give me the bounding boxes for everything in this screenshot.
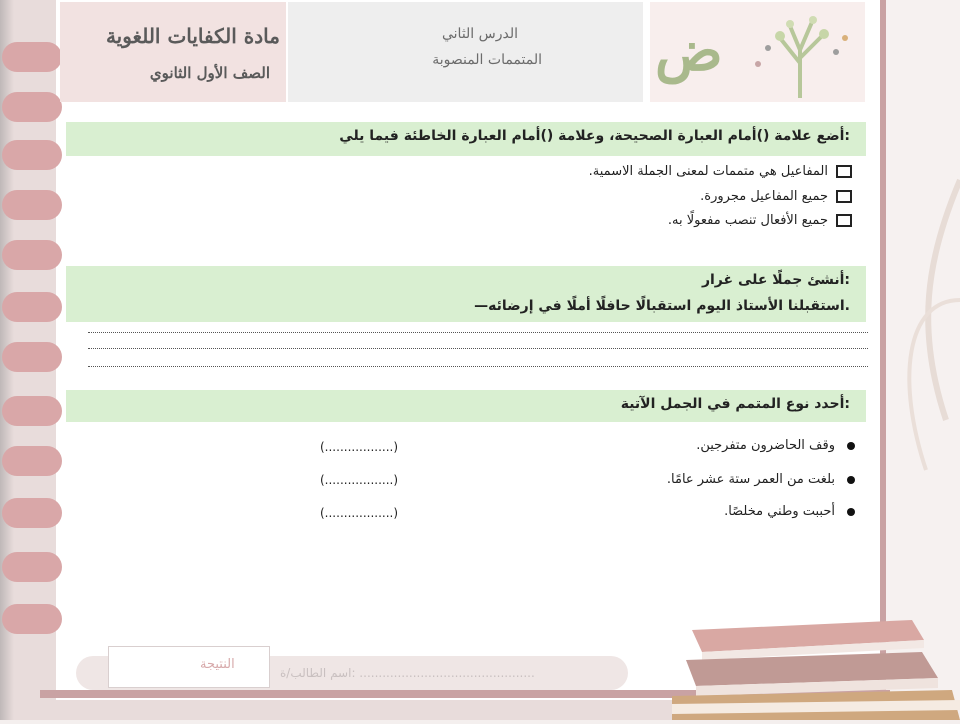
worksheet-page <box>56 0 886 700</box>
answer-line[interactable] <box>88 348 868 349</box>
binder-ring <box>2 140 62 170</box>
lesson-number: الدرس الثاني <box>441 26 518 42</box>
answer-line[interactable] <box>88 332 868 333</box>
lesson-title: المتممات المنصوبة <box>432 52 542 68</box>
binder-ring <box>2 446 62 476</box>
header-subject-cell <box>60 2 286 102</box>
binder-ring <box>2 42 62 72</box>
binder-ring <box>2 498 62 528</box>
binder-ring <box>2 396 62 426</box>
grade-title: الصف الأول الثانوي <box>149 64 270 82</box>
true-false-item <box>589 164 852 179</box>
checkbox[interactable] <box>836 214 852 227</box>
exercise-sentence: بلغت من العمر ستة عشر عامًا. <box>666 472 835 487</box>
item-text: جميع المفاعيل مجرورة. <box>700 189 828 204</box>
exercise-sentence: أحببت وطني مخلصًا. <box>724 504 835 519</box>
logo-letter: ض <box>655 18 723 84</box>
binder-ring <box>2 292 62 322</box>
answer-line[interactable] <box>88 366 868 367</box>
bullet-icon <box>847 476 855 484</box>
exercise-item <box>724 504 855 519</box>
item-text: المفاعيل هي متممات لمعنى الجملة الاسمية. <box>588 164 828 179</box>
exercise-item <box>696 438 855 453</box>
section2-band <box>66 266 866 322</box>
books-illustration <box>672 600 960 720</box>
score-label: النتيجة <box>200 657 235 672</box>
bullet-icon <box>847 442 855 450</box>
section3-instruction: :أحدد نوع المتمم في الجمل الآتية <box>620 396 850 412</box>
score-box[interactable] <box>108 646 270 688</box>
answer-blank[interactable]: (..................) <box>320 473 399 487</box>
student-name-line[interactable]: اسم الطالب/ة: .............................................. <box>280 666 535 680</box>
answer-blank[interactable]: (..................) <box>320 506 399 520</box>
bullet-icon <box>847 508 855 516</box>
checkbox[interactable] <box>836 165 852 178</box>
section1-band <box>66 122 866 156</box>
true-false-item <box>668 213 852 228</box>
binder-ring <box>2 92 62 122</box>
binder-ring <box>2 552 62 582</box>
section2-example: .استقبلنا الأستاذ اليوم استقبالًا حافلًا أملًا في إرضائه— <box>474 298 850 314</box>
section2-instruction: :أنشئ جملًا على غرار <box>701 272 850 288</box>
binder-ring <box>2 190 62 220</box>
binder-ring <box>2 240 62 270</box>
item-text: جميع الأفعال تنصب مفعولًا به. <box>667 213 828 228</box>
section3-band <box>66 390 866 422</box>
exercise-sentence: وقف الحاضرون متفرجين. <box>696 438 835 453</box>
answer-blank[interactable]: (..................) <box>320 440 399 454</box>
checkbox[interactable] <box>836 190 852 203</box>
subject-title: مادة الكفايات اللغوية <box>105 24 280 48</box>
exercise-item <box>667 472 855 487</box>
true-false-item <box>700 189 852 204</box>
binder-ring <box>2 342 62 372</box>
binder-ring <box>2 604 62 634</box>
section1-instruction: :أضع علامة ()أمام العبارة الصحيحة، وعلامة ()أمام العبارة الخاطئة فيما يلي <box>339 128 850 144</box>
tree-icon <box>740 8 860 98</box>
